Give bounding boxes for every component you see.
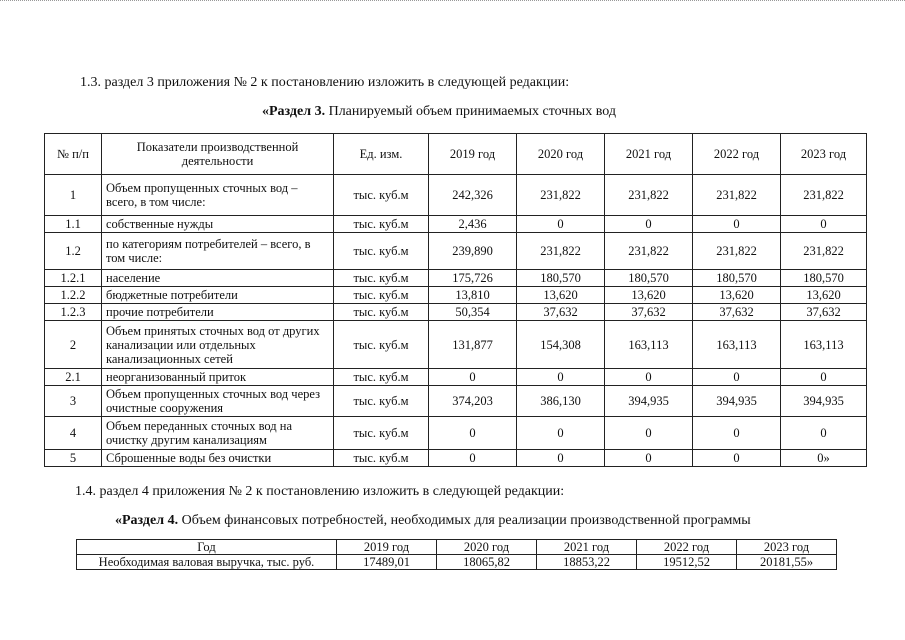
table-cell: 394,935 (781, 386, 867, 417)
table-cell: 0 (517, 450, 605, 467)
table-cell: 0 (605, 216, 693, 233)
table-cell: 231,822 (693, 233, 781, 270)
table-row (45, 270, 867, 287)
header-cell: 2022 год (693, 134, 781, 175)
table-cell: тыс. куб.м (334, 287, 429, 304)
table-header-row (77, 540, 837, 555)
table-row (45, 450, 867, 467)
table-cell: 0 (517, 216, 605, 233)
table-cell: 1 (45, 175, 102, 216)
table-row (45, 233, 867, 270)
table-cell: 0 (429, 450, 517, 467)
table-cell: по категориям потребителей – всего, в том числе: (102, 233, 334, 270)
paragraph-1-3: 1.3. раздел 3 приложения № 2 к постановлению изложить в следующей редакции: (80, 75, 570, 90)
table-cell: 4 (45, 417, 102, 450)
table-cell: население (102, 270, 334, 287)
section-3-title-bold: «Раздел 3. (262, 104, 326, 119)
section-3-title (262, 104, 616, 120)
header-cell: Год (77, 540, 337, 555)
table-cell: 0 (517, 417, 605, 450)
table-cell: 17489,01 (337, 555, 437, 570)
table-cell: 3 (45, 386, 102, 417)
header-cell: 2019 год (429, 134, 517, 175)
header-cell: 2023 год (781, 134, 867, 175)
table-cell: 231,822 (517, 233, 605, 270)
table-cell: 2.1 (45, 369, 102, 386)
table-header-row (45, 134, 867, 175)
table-cell: тыс. куб.м (334, 386, 429, 417)
table-cell: 180,570 (517, 270, 605, 287)
table-cell: 0 (605, 369, 693, 386)
table-cell: 394,935 (693, 386, 781, 417)
header-cell: 2020 год (437, 540, 537, 555)
table-row (45, 417, 867, 450)
header-cell: 2022 год (637, 540, 737, 555)
table-cell: неорганизованный приток (102, 369, 334, 386)
table-cell: 374,203 (429, 386, 517, 417)
table-row (45, 287, 867, 304)
table-cell: 13,810 (429, 287, 517, 304)
table-cell: 19512,52 (637, 555, 737, 570)
table-cell: прочие потребители (102, 304, 334, 321)
table-cell: 1.2.1 (45, 270, 102, 287)
table-cell: 13,620 (781, 287, 867, 304)
header-cell: 2020 год (517, 134, 605, 175)
header-cell: Ед. изм. (334, 134, 429, 175)
table-cell: 0» (781, 450, 867, 467)
header-cell: 2023 год (737, 540, 837, 555)
table-cell: Объем пропущенных сточных вод через очистные сооружения (102, 386, 334, 417)
header-cell: Показатели производственной деятельности (102, 134, 334, 175)
table-row (45, 321, 867, 369)
section-3-table (44, 133, 867, 467)
table-row (77, 555, 837, 570)
table-cell: 394,935 (605, 386, 693, 417)
table-cell: Объем пропущенных сточных вод – всего, в том числе: (102, 175, 334, 216)
table-cell: 2,436 (429, 216, 517, 233)
table-cell: 1.2.2 (45, 287, 102, 304)
table-cell: 20181,55» (737, 555, 837, 570)
table-cell: 1.1 (45, 216, 102, 233)
table-cell: 0 (429, 369, 517, 386)
table-cell: 13,620 (693, 287, 781, 304)
table-cell: 0 (605, 450, 693, 467)
table-cell: 0 (781, 216, 867, 233)
table-row (45, 304, 867, 321)
table-cell: 163,113 (781, 321, 867, 369)
table-cell: 0 (517, 369, 605, 386)
header-cell: 2019 год (337, 540, 437, 555)
table-cell: 163,113 (693, 321, 781, 369)
table-cell: 18065,82 (437, 555, 537, 570)
table-cell: Объем принятых сточных вод от других канализации или отдельных канализационных сетей (102, 321, 334, 369)
header-cell: 2021 год (537, 540, 637, 555)
table-cell: тыс. куб.м (334, 417, 429, 450)
table-cell: 1.2 (45, 233, 102, 270)
table-cell: Объем переданных сточных вод на очистку другим канализациям (102, 417, 334, 450)
table-cell: 231,822 (781, 233, 867, 270)
table-cell: 18853,22 (537, 555, 637, 570)
table-cell: 0 (781, 369, 867, 386)
table-cell: тыс. куб.м (334, 270, 429, 287)
table-cell: бюджетные потребители (102, 287, 334, 304)
table-cell: 0 (693, 417, 781, 450)
table-cell: 0 (429, 417, 517, 450)
table-cell: 0 (693, 450, 781, 467)
table-cell: тыс. куб.м (334, 175, 429, 216)
table-cell: 0 (605, 417, 693, 450)
section-4-title-text: Объем финансовых потребностей, необходимых для реализации производственной программы (178, 513, 751, 528)
table-cell: 50,354 (429, 304, 517, 321)
section-4-title-bold: «Раздел 4. (115, 513, 179, 528)
table-row (45, 216, 867, 233)
table-cell: 239,890 (429, 233, 517, 270)
table-cell: тыс. куб.м (334, 304, 429, 321)
table-cell: Необходимая валовая выручка, тыс. руб. (77, 555, 337, 570)
table-cell: 231,822 (693, 175, 781, 216)
table-row (45, 386, 867, 417)
table-cell: 0 (693, 369, 781, 386)
table-cell: 0 (781, 417, 867, 450)
table-cell: 180,570 (781, 270, 867, 287)
table-cell: 154,308 (517, 321, 605, 369)
table-cell: 242,326 (429, 175, 517, 216)
table-cell: тыс. куб.м (334, 216, 429, 233)
table-cell: 5 (45, 450, 102, 467)
table-cell: тыс. куб.м (334, 233, 429, 270)
scan-edge (0, 0, 905, 3)
table-cell: собственные нужды (102, 216, 334, 233)
table-cell: тыс. куб.м (334, 369, 429, 386)
table-row (45, 175, 867, 216)
table-cell: 163,113 (605, 321, 693, 369)
header-cell: № п/п (45, 134, 102, 175)
table-row (45, 369, 867, 386)
table-cell: 37,632 (781, 304, 867, 321)
table-cell: 231,822 (605, 233, 693, 270)
table-cell: 2 (45, 321, 102, 369)
table-cell: тыс. куб.м (334, 450, 429, 467)
section-4-title (115, 513, 751, 529)
table-cell: 37,632 (693, 304, 781, 321)
table-cell: тыс. куб.м (334, 321, 429, 369)
header-cell: 2021 год (605, 134, 693, 175)
table-cell: 180,570 (693, 270, 781, 287)
table-cell: 0 (693, 216, 781, 233)
table-cell: 13,620 (605, 287, 693, 304)
section-4-table (76, 539, 837, 570)
table-cell: 13,620 (517, 287, 605, 304)
paragraph-1-4: 1.4. раздел 4 приложения № 2 к постановлению изложить в следующей редакции: (75, 484, 565, 499)
table-cell: Сброшенные воды без очистки (102, 450, 334, 467)
table-cell: 175,726 (429, 270, 517, 287)
table-cell: 131,877 (429, 321, 517, 369)
table-cell: 386,130 (517, 386, 605, 417)
table-cell: 231,822 (781, 175, 867, 216)
table-cell: 37,632 (605, 304, 693, 321)
table-cell: 231,822 (605, 175, 693, 216)
section-3-title-text: Планируемый объем принимаемых сточных вод (325, 104, 616, 119)
table-cell: 180,570 (605, 270, 693, 287)
table-cell: 37,632 (517, 304, 605, 321)
table-cell: 231,822 (517, 175, 605, 216)
table-cell: 1.2.3 (45, 304, 102, 321)
